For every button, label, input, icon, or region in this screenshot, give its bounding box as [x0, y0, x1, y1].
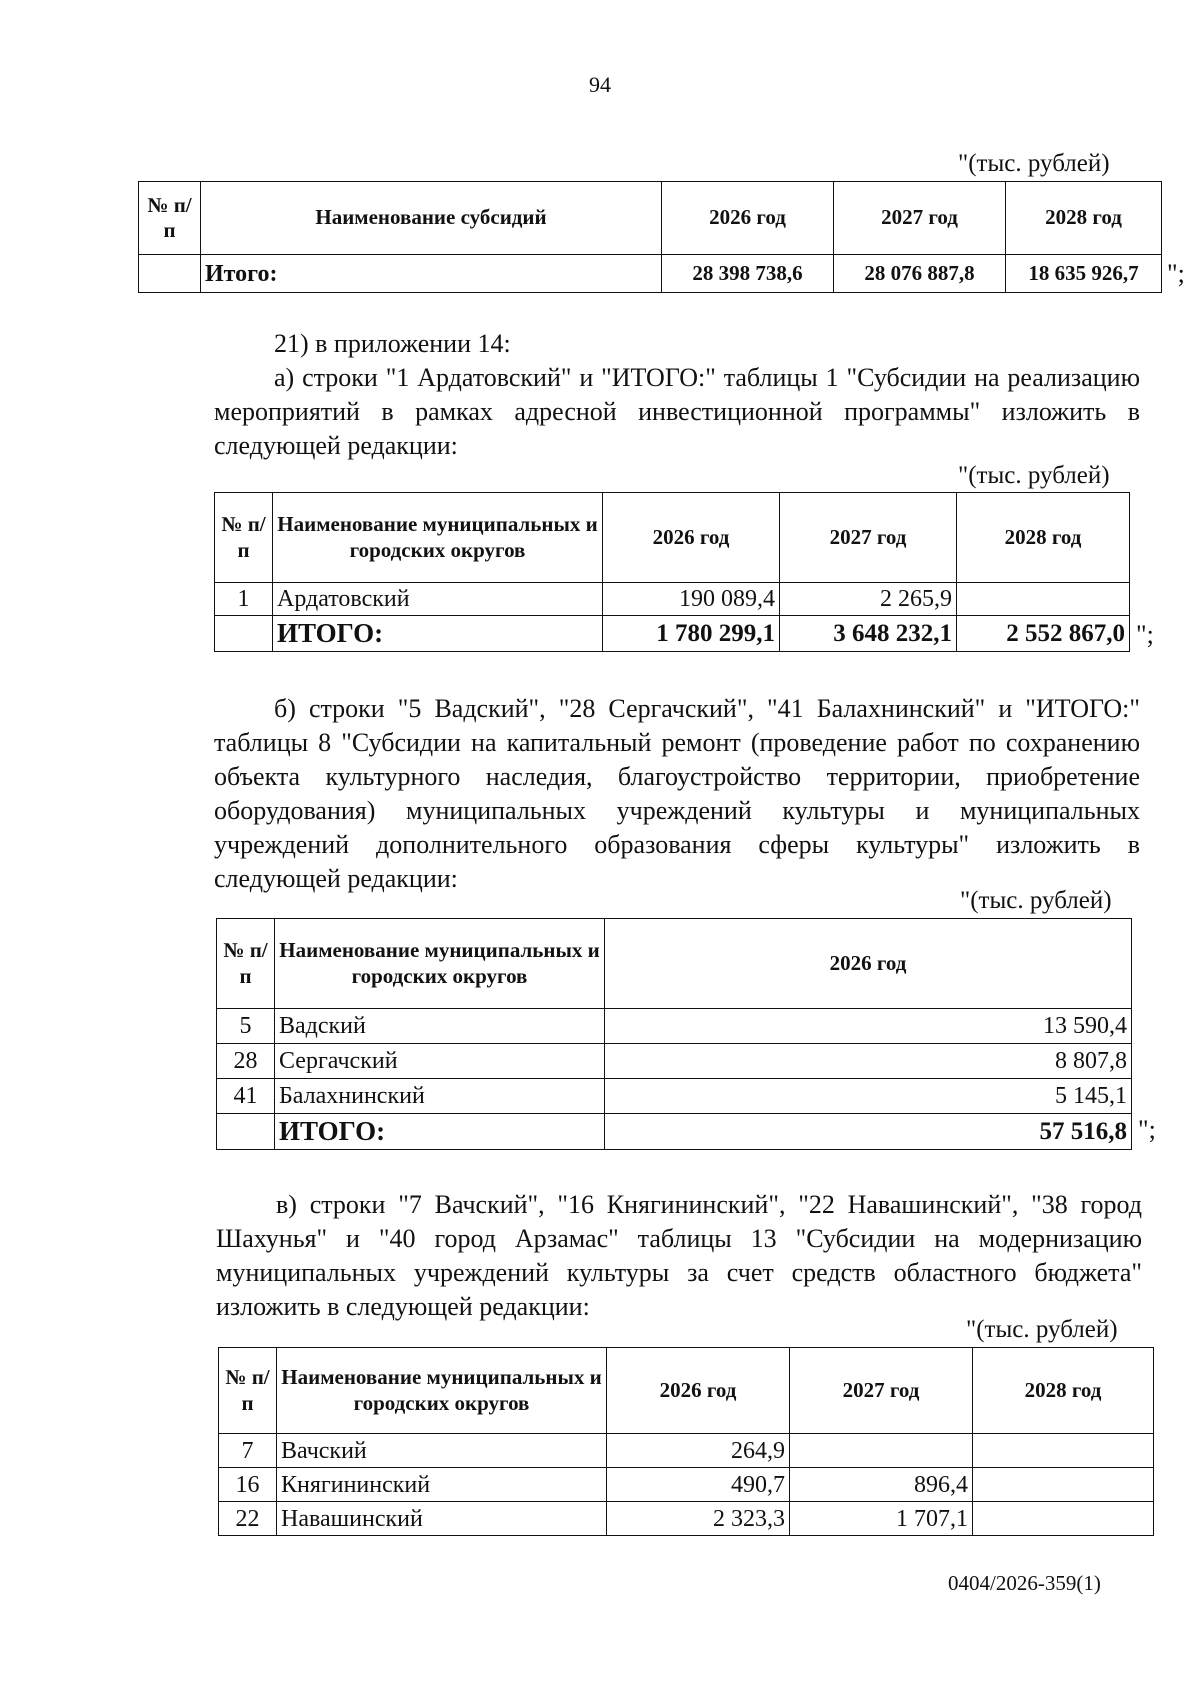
col-num-header: № п/п — [215, 493, 273, 583]
row-2026: 13 590,4 — [605, 1009, 1132, 1044]
unit-label: "(тыс. рублей) — [958, 150, 1110, 177]
col-2028-header: 2028 год — [957, 493, 1130, 583]
row-name: Сергачский — [275, 1044, 605, 1079]
row-2028 — [973, 1502, 1154, 1536]
row-2028 — [973, 1434, 1154, 1468]
table-c-modernization — [218, 1347, 1154, 1536]
row-name: Ардатовский — [273, 583, 603, 616]
col-num-header: № п/п — [217, 919, 275, 1009]
total-row — [215, 616, 1130, 652]
row-name: Вачский — [277, 1434, 607, 1468]
row-num: 16 — [219, 1468, 277, 1502]
table-row — [217, 1079, 1132, 1114]
table-a-ardatovsky — [214, 492, 1130, 652]
row-num: 28 — [217, 1044, 275, 1079]
row-num: 41 — [217, 1079, 275, 1114]
row-2027 — [790, 1434, 973, 1468]
col-2026-header: 2026 год — [607, 1348, 790, 1434]
row-name: Балахнинский — [275, 1079, 605, 1114]
total-2028: 18 635 926,7 — [1006, 255, 1162, 293]
row-2026: 5 145,1 — [605, 1079, 1132, 1114]
total-label: ИТОГО: — [275, 1114, 605, 1150]
row-2027: 2 265,9 — [780, 583, 957, 616]
col-name-header: Наименование муниципальных и городских округов — [275, 919, 605, 1009]
row-2026: 264,9 — [607, 1434, 790, 1468]
row-2026: 490,7 — [607, 1468, 790, 1502]
total-2028: 2 552 867,0 — [957, 616, 1130, 652]
total-2027: 28 076 887,8 — [834, 255, 1006, 293]
row-2027: 1 707,1 — [790, 1502, 973, 1536]
col-2028-header: 2028 год — [1006, 182, 1162, 255]
total-2026: 28 398 738,6 — [662, 255, 834, 293]
total-2027: 3 648 232,1 — [780, 616, 957, 652]
total-2026: 57 516,8 — [605, 1114, 1132, 1150]
item-21c-text: в) строки "7 Вачский", "16 Княгининский", "22 Навашинский", "38 город Шахунья" и "40 город Арзамас" таблицы 13 "Субсидии на модернизацию муниципальных учреждений культуры за счет средств областного бюджета" изложить в следующей редакции: — [216, 1190, 1142, 1321]
table-row — [219, 1468, 1154, 1502]
row-2026: 190 089,4 — [603, 583, 780, 616]
row-num: 5 — [217, 1009, 275, 1044]
col-num-header: № п/п — [219, 1348, 277, 1434]
document-code: 0404/2026-359(1) — [948, 1571, 1101, 1595]
table-row — [219, 1434, 1154, 1468]
row-2027: 896,4 — [790, 1468, 973, 1502]
col-2027-header: 2027 год — [834, 182, 1006, 255]
table-row — [217, 1009, 1132, 1044]
total-row — [217, 1114, 1132, 1150]
col-2027-header: 2027 год — [790, 1348, 973, 1434]
unit-label: "(тыс. рублей) — [966, 1316, 1118, 1343]
col-2027-header: 2027 год — [780, 493, 957, 583]
unit-label: "(тыс. рублей) — [958, 462, 1110, 489]
table-row — [217, 1044, 1132, 1079]
item-21a-text: а) строки "1 Ардатовский" и "ИТОГО:" таблицы 1 "Субсидии на реализацию мероприятий в рамках адресной инвестиционной программы" изложить в следующей редакции: — [214, 363, 1140, 460]
closing-mark: "; — [1138, 1115, 1156, 1144]
total-label: Итого: — [201, 255, 662, 293]
item-21-intro: 21) в приложении 14: — [274, 329, 511, 358]
col-name-header: Наименование муниципальных и городских округов — [273, 493, 603, 583]
col-2026-header: 2026 год — [662, 182, 834, 255]
row-2028 — [973, 1468, 1154, 1502]
subsidy-total-table — [138, 181, 1162, 293]
col-num-header: № п/п — [139, 182, 201, 255]
col-2028-header: 2028 год — [973, 1348, 1154, 1434]
total-label: ИТОГО: — [273, 616, 603, 652]
total-2026: 1 780 299,1 — [603, 616, 780, 652]
row-2026: 2 323,3 — [607, 1502, 790, 1536]
col-2026-header: 2026 год — [603, 493, 780, 583]
table-b-capital-repair — [216, 918, 1132, 1150]
row-num: 7 — [219, 1434, 277, 1468]
total-num-cell — [139, 255, 201, 293]
row-name: Вадский — [275, 1009, 605, 1044]
unit-label: "(тыс. рублей) — [960, 887, 1112, 914]
page-number: 94 — [589, 72, 611, 97]
col-2026-header: 2026 год — [605, 919, 1132, 1009]
table-row — [219, 1502, 1154, 1536]
total-num-cell — [215, 616, 273, 652]
col-name-header: Наименование муниципальных и городских округов — [277, 1348, 607, 1434]
row-name: Навашинский — [277, 1502, 607, 1536]
closing-mark: "; — [1167, 259, 1185, 288]
row-num: 22 — [219, 1502, 277, 1536]
col-name-header: Наименование субсидий — [201, 182, 662, 255]
row-name: Княгининский — [277, 1468, 607, 1502]
item-21b-text: б) строки "5 Вадский", "28 Сергачский", "41 Балахнинский" и "ИТОГО:" таблицы 8 "Субсидии на капитальный ремонт (проведение работ по сохранению объекта культурного наследия, благоустройство территории, приобретение оборудования) муниципальных учреждений культуры и муниципальных учреждений дополнительного образования сферы культуры" изложить в следующей редакции: — [214, 694, 1140, 893]
row-2028 — [957, 583, 1130, 616]
row-num: 1 — [215, 583, 273, 616]
closing-mark: "; — [1136, 620, 1154, 649]
row-2026: 8 807,8 — [605, 1044, 1132, 1079]
table-row — [215, 583, 1130, 616]
total-num-cell — [217, 1114, 275, 1150]
